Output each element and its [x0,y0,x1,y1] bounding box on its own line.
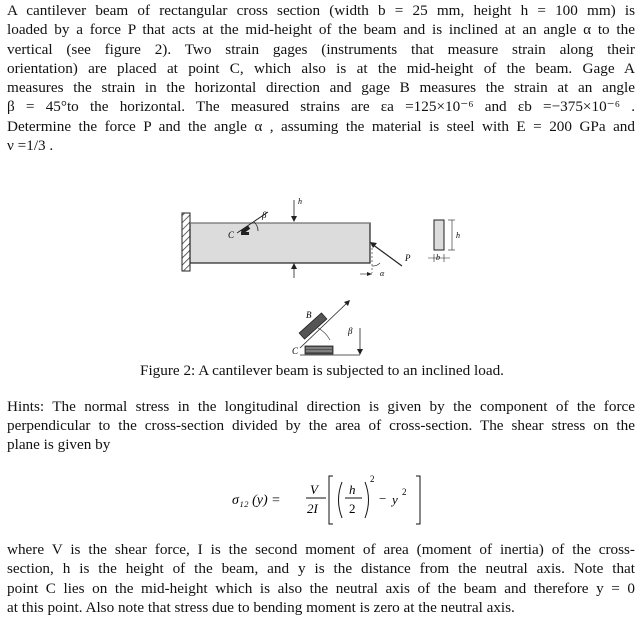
equation-denominator: 2I [307,501,318,516]
h-label-top: h [298,197,302,206]
problem-line: β = 45°to the horizontal. The measured strains are εa =125×10⁻⁶ and εb =−375×10⁻⁶ . [7,98,635,116]
problem-line: loaded by a force P that acts at the mid-height of the beam and is inclined at an angle α to the [7,21,635,39]
problem-line: vertical (see figure 2). Two strain gages (instruments that measure strain along their [7,40,635,58]
explanation-line: section, h is the height of the beam, and y is the distance from the neutral axis. Note that [7,560,635,578]
beam [190,223,370,263]
explanation-line: point C lies on the mid-height which is also the neutral axis of the beam and therefore y = 0 [7,579,635,597]
cross-section [434,220,444,250]
b-label-section: b [436,253,440,262]
hint-line: Hints: The normal stress in the longitudinal direction is given by the component of the force [7,398,635,415]
equation-y: y [392,492,398,507]
equation-minus: − [379,491,387,506]
problem-line: orientation) are placed at point C, which also is at the mid-height of the beam. Gage A [7,59,635,77]
equation-y-exponent: 2 [402,487,407,497]
problem-line: measures the strain in the horizontal direction and gage B measures the strain at an angle [7,79,635,97]
hints [7,397,635,454]
cantilever-figure [0,178,644,378]
point-c-label-top: C [228,230,235,240]
shear-stress-equation [232,462,422,534]
beta-label-bottom: β [348,326,353,336]
point-c-label-bottom: C [292,346,299,356]
problem-line: Determine the force P and the angle α , assuming the material is steel with E = 200 GPa and [7,117,635,135]
equation-lhs: σ₁₂ (y) = [232,493,281,508]
h-label-section: h [456,231,460,240]
figure-caption: Figure 2: A cantilever beam is subjected to an inclined load. [140,362,504,379]
equation-exponent: 2 [370,474,375,484]
rosette-detail [299,300,363,355]
explanation-line: at this point. Also note that stress due to bending moment is zero at the neutral axis. [7,598,515,616]
equation-h: h [349,482,356,497]
gage-b-label: B [306,310,312,320]
problem-statement [7,1,635,155]
equation-two: 2 [349,501,356,516]
beta-label-top: β [262,210,267,220]
explanation [7,540,635,617]
wall-support [182,213,190,271]
explanation-line: where V is the shear force, I is the second moment of area (moment of inertia) of the cross- [7,541,635,558]
alpha-label: α [380,269,385,278]
problem-line: ν =1/3 . [7,137,54,155]
problem-line: A cantilever beam of rectangular cross section (width b = 25 mm, height h = 100 mm) is [7,2,635,19]
hint-line: plane is given by [7,436,111,453]
force-p-label: P [405,253,411,263]
force-p-arrow [372,244,402,266]
hint-line: perpendicular to the cross-section divided by the area of cross-section. The shear stress on the [7,417,635,434]
equation-numerator: V [310,482,318,497]
